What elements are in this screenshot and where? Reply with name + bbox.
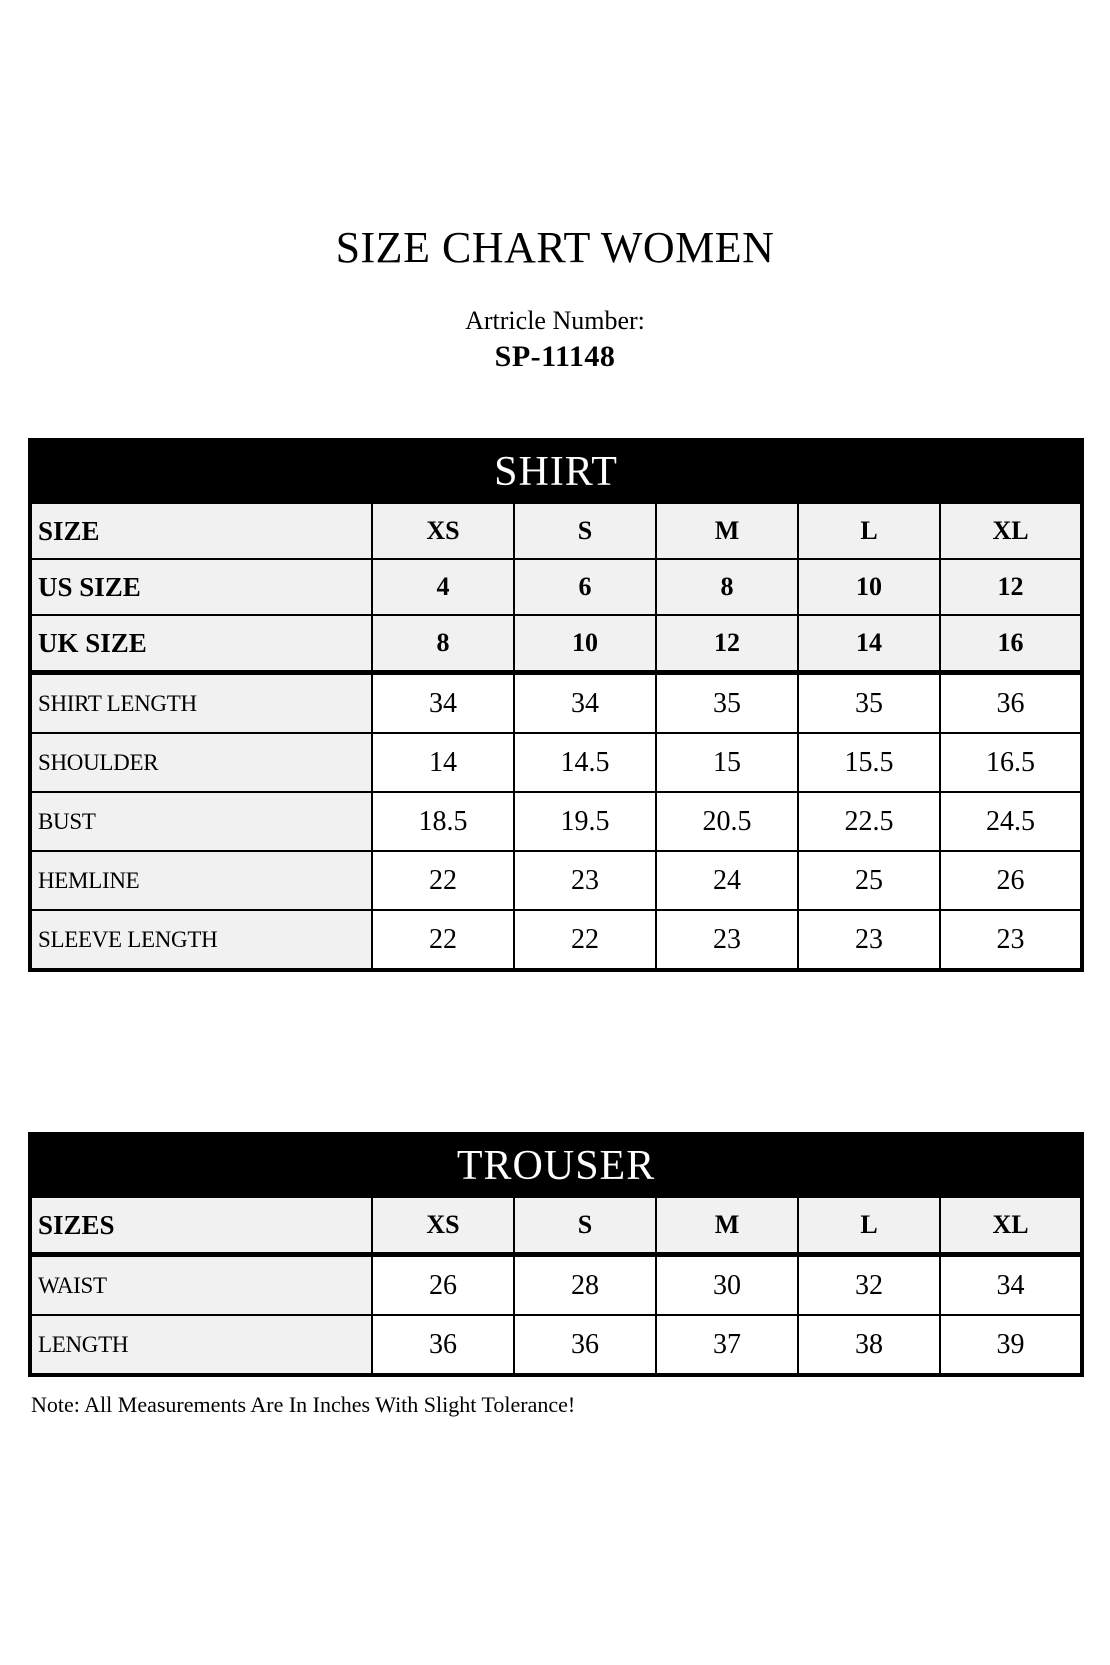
shirt-length-xs: 34 [372, 673, 514, 734]
waist-xs: 26 [372, 1255, 514, 1316]
shirt-uk-size-m: 12 [656, 615, 798, 673]
bust-xs: 18.5 [372, 792, 514, 851]
shoulder-s: 14.5 [514, 733, 656, 792]
hemline-s: 23 [514, 851, 656, 910]
trouser-length-row [30, 1315, 1082, 1375]
hemline-l: 25 [798, 851, 940, 910]
bust-s: 19.5 [514, 792, 656, 851]
shirt-size-s: S [514, 503, 656, 559]
article-number-label: Artricle Number: [465, 306, 645, 335]
trouser-sizes-s: S [514, 1197, 656, 1255]
waist-row [30, 1255, 1082, 1316]
hemline-m: 24 [656, 851, 798, 910]
trouser-sizes-row [30, 1197, 1082, 1255]
shoulder-xl: 16.5 [940, 733, 1082, 792]
article-number: SP-11148 [494, 340, 616, 373]
shirt-uk-size-xl: 16 [940, 615, 1082, 673]
page-title: SIZE CHART WOMEN [335, 223, 775, 272]
bust-l: 22.5 [798, 792, 940, 851]
shirt-uk-size-xs: 8 [372, 615, 514, 673]
shirt-size-table [28, 438, 1084, 972]
shoulder-row-label: SHOULDER [30, 733, 372, 792]
waist-s: 28 [514, 1255, 656, 1316]
shirt-size-xl: XL [940, 503, 1082, 559]
trouser-length-xl: 39 [940, 1315, 1082, 1375]
hemline-row [30, 851, 1082, 910]
trouser-sizes-xl: XL [940, 1197, 1082, 1255]
hemline-xl: 26 [940, 851, 1082, 910]
shirt-us-size-row [30, 559, 1082, 615]
shoulder-xs: 14 [372, 733, 514, 792]
sleeve-length-xs: 22 [372, 910, 514, 970]
trouser-sizes-xs: XS [372, 1197, 514, 1255]
shirt-size-m: M [656, 503, 798, 559]
waist-l: 32 [798, 1255, 940, 1316]
measurement-note: Note: All Measurements Are In Inches With Slight Tolerance! [31, 1392, 576, 1417]
trouser-length-l: 38 [798, 1315, 940, 1375]
trouser-length-s: 36 [514, 1315, 656, 1375]
shirt-uk-size-l: 14 [798, 615, 940, 673]
shoulder-l: 15.5 [798, 733, 940, 792]
bust-row-label: BUST [30, 792, 372, 851]
shirt-us-size-xs: 4 [372, 559, 514, 615]
trouser-length-m: 37 [656, 1315, 798, 1375]
bust-row [30, 792, 1082, 851]
trouser-length-xs: 36 [372, 1315, 514, 1375]
trouser-sizes-l: L [798, 1197, 940, 1255]
waist-xl: 34 [940, 1255, 1082, 1316]
waist-row-label: WAIST [30, 1255, 372, 1316]
waist-m: 30 [656, 1255, 798, 1316]
shirt-uk-size-row-label: UK SIZE [30, 615, 372, 673]
shoulder-row [30, 733, 1082, 792]
hemline-row-label: HEMLINE [30, 851, 372, 910]
bust-m: 20.5 [656, 792, 798, 851]
shirt-length-row-label: SHIRT LENGTH [30, 673, 372, 734]
shirt-us-size-xl: 12 [940, 559, 1082, 615]
shirt-us-size-l: 10 [798, 559, 940, 615]
shirt-size-row [30, 503, 1082, 559]
shirt-length-l: 35 [798, 673, 940, 734]
shirt-length-row [30, 673, 1082, 734]
shirt-uk-size-s: 10 [514, 615, 656, 673]
shirt-table-title: SHIRT [30, 440, 1082, 503]
shirt-length-xl: 36 [940, 673, 1082, 734]
sleeve-length-s: 22 [514, 910, 656, 970]
sleeve-length-l: 23 [798, 910, 940, 970]
trouser-table-title-band [30, 1134, 1082, 1197]
sleeve-length-xl: 23 [940, 910, 1082, 970]
shirt-size-l: L [798, 503, 940, 559]
trouser-size-table [28, 1132, 1084, 1377]
bust-xl: 24.5 [940, 792, 1082, 851]
shirt-size-row-label: SIZE [30, 503, 372, 559]
sleeve-length-row-label: SLEEVE LENGTH [30, 910, 372, 970]
shirt-length-s: 34 [514, 673, 656, 734]
shirt-us-size-s: 6 [514, 559, 656, 615]
trouser-table-title: TROUSER [30, 1134, 1082, 1197]
shirt-uk-size-row [30, 615, 1082, 673]
shirt-table-title-band [30, 440, 1082, 503]
sleeve-length-m: 23 [656, 910, 798, 970]
shirt-us-size-m: 8 [656, 559, 798, 615]
hemline-xs: 22 [372, 851, 514, 910]
trouser-sizes-m: M [656, 1197, 798, 1255]
trouser-sizes-row-label: SIZES [30, 1197, 372, 1255]
sleeve-length-row [30, 910, 1082, 970]
shirt-length-m: 35 [656, 673, 798, 734]
shoulder-m: 15 [656, 733, 798, 792]
shirt-us-size-row-label: US SIZE [30, 559, 372, 615]
shirt-size-xs: XS [372, 503, 514, 559]
trouser-length-row-label: LENGTH [30, 1315, 372, 1375]
